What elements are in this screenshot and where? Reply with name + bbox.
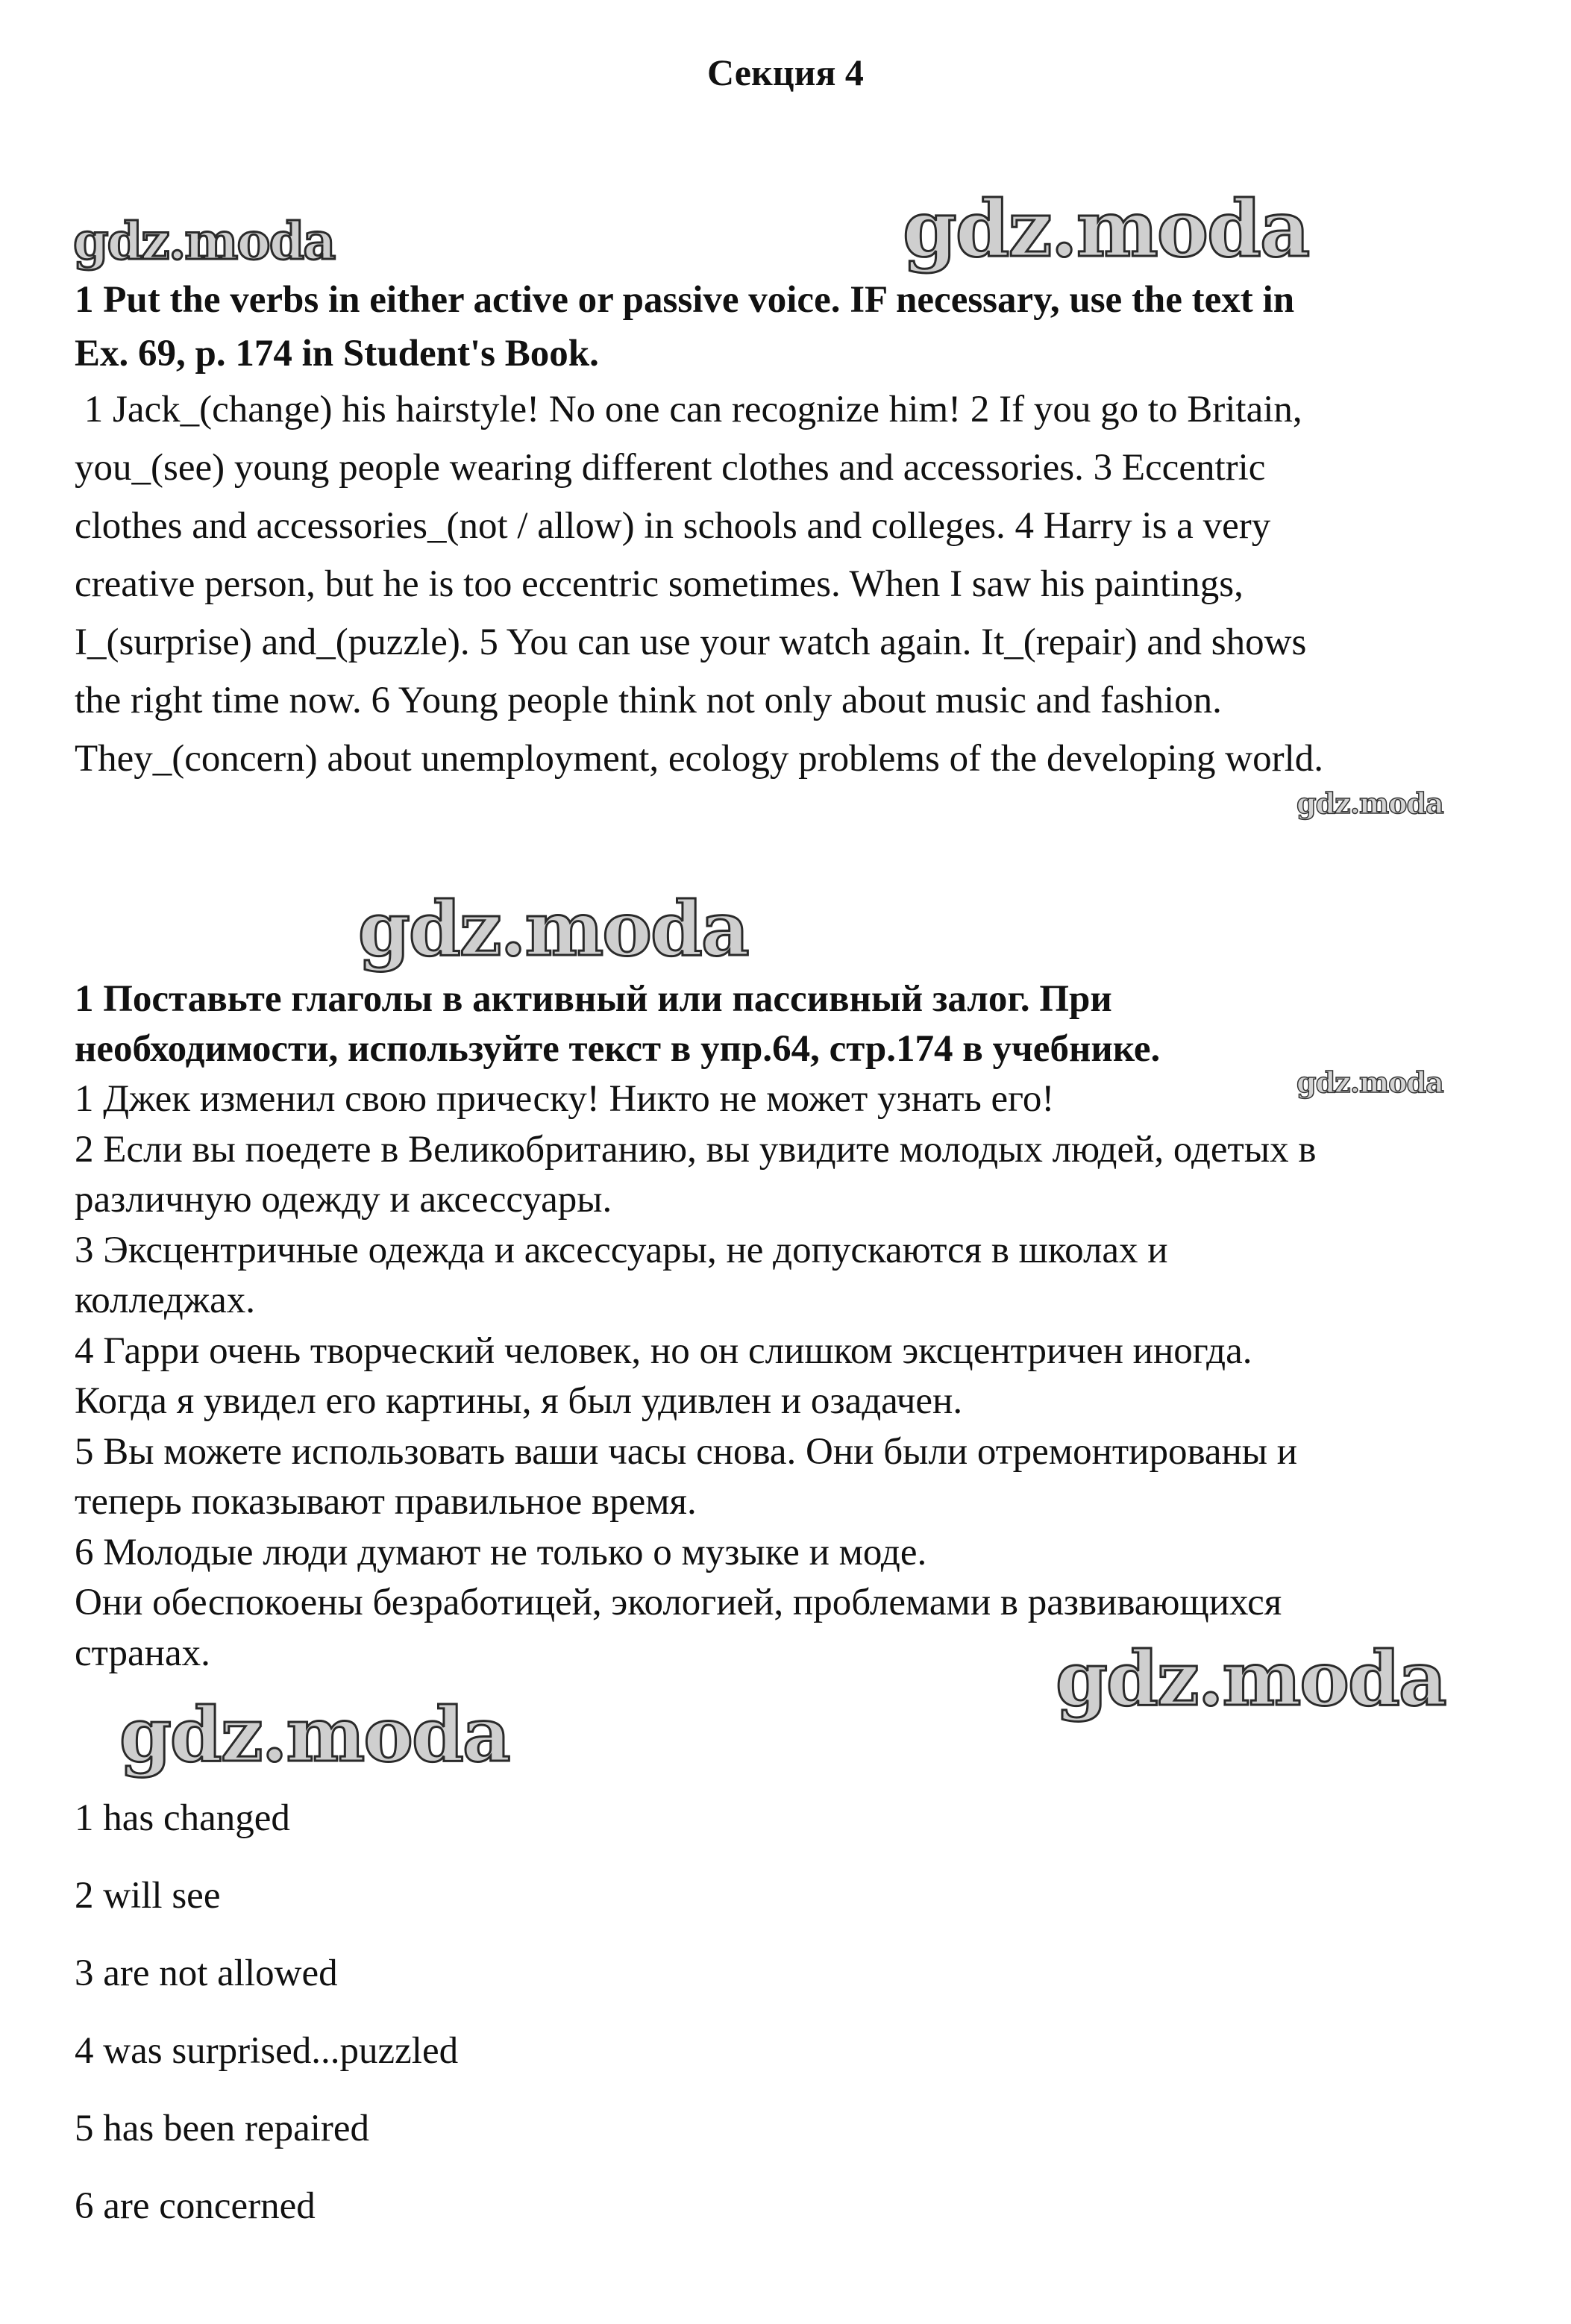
exercise-text-line: 5 Вы можете использовать ваши часы снова. Они были отремонтированы и <box>75 1430 1298 1473</box>
exercise-heading-line: 1 Put the verbs in either active or passive voice. IF necessary, use the text in <box>75 279 1295 321</box>
exercise-text-line: I_(surprise) and_(puzzle). 5 You can use your watch again. It_(repair) and shows <box>75 621 1307 663</box>
exercise-text-line: Когда я увидел его картины, я был удивлен и озадачен. <box>75 1380 963 1422</box>
exercise-text-line: the right time now. 6 Young people think not only about music and fashion. <box>75 680 1222 721</box>
exercise-heading-line: Ex. 69, p. 174 in Student's Book. <box>75 333 599 375</box>
answers-list <box>75 1779 970 2245</box>
answer-item: 3 are not allowed <box>75 1952 338 1994</box>
watermark-logo: gdz.moda <box>1296 1065 1443 1099</box>
answer-item: 6 are concerned <box>75 2185 316 2227</box>
exercise-heading-line: 1 Поставьте глаголы в активный или пассивный залог. При <box>75 978 1112 1020</box>
answer-item: 2 will see <box>75 1875 221 1917</box>
exercise-text-line: clothes and accessories_(not / allow) in schools and colleges. 4 Harry is a very <box>75 505 1271 547</box>
exercise-text-line: you_(see) young people wearing different clothes and accessories. 3 Eccentric <box>75 447 1266 489</box>
watermark-logo: gdz.moda <box>1056 1635 1446 1723</box>
watermark-logo: gdz.moda <box>73 212 335 272</box>
exercise-text-line: They_(concern) about unemployment, ecology problems of the developing world. <box>75 738 1324 780</box>
exercise-text-line: 4 Гарри очень творческий человек, но он слишком эксцентричен иногда. <box>75 1329 1252 1372</box>
watermark-logo: gdz.moda <box>358 885 748 973</box>
exercise-text-line: creative person, but he is too eccentric sometimes. When I saw his paintings, <box>75 563 1244 605</box>
exercise-ru <box>75 974 1514 1679</box>
exercise-text-line: колледжах. <box>75 1280 255 1321</box>
exercise-text-line: 1 Джек изменил свою прическу! Никто не может узнать его! <box>75 1078 1055 1120</box>
watermark-logo: gdz.moda <box>903 183 1309 275</box>
exercise-heading-line: необходимости, используйте текст в упр.64, стр.174 в учебнике. <box>75 1028 1161 1070</box>
exercise-en <box>75 273 1514 788</box>
exercise-text-line: 1 Jack_(change) his hairstyle! No one can recognize him! 2 If you go to Britain, <box>75 389 1302 430</box>
exercise-text-line: 3 Эксцентричные одежда и аксессуары, не допускаются в школах и <box>75 1229 1168 1271</box>
exercise-text-line: 2 Если вы поедете в Великобританию, вы увидите молодых людей, одетых в <box>75 1128 1317 1171</box>
exercise-text-line: теперь показывают правильное время. <box>75 1481 697 1523</box>
exercise-text-line: 6 Молодые люди думают не только о музыке и моде. <box>75 1531 927 1573</box>
exercise-text-line: различную одежду и аксессуары. <box>75 1179 612 1221</box>
answer-item: 1 has changed <box>75 1797 290 1839</box>
exercise-text-line: Они обеспокоены безработицей, экологией, проблемами в развивающихся <box>75 1582 1282 1623</box>
section-title: Секция 4 <box>707 51 864 93</box>
exercise-text-line: странах. <box>75 1632 210 1674</box>
answer-item: 5 has been repaired <box>75 2108 370 2149</box>
answer-item: 4 was surprised...puzzled <box>75 2030 459 2072</box>
watermark-logo: gdz.moda <box>119 1691 509 1779</box>
watermark-logo: gdz.moda <box>1296 786 1443 820</box>
